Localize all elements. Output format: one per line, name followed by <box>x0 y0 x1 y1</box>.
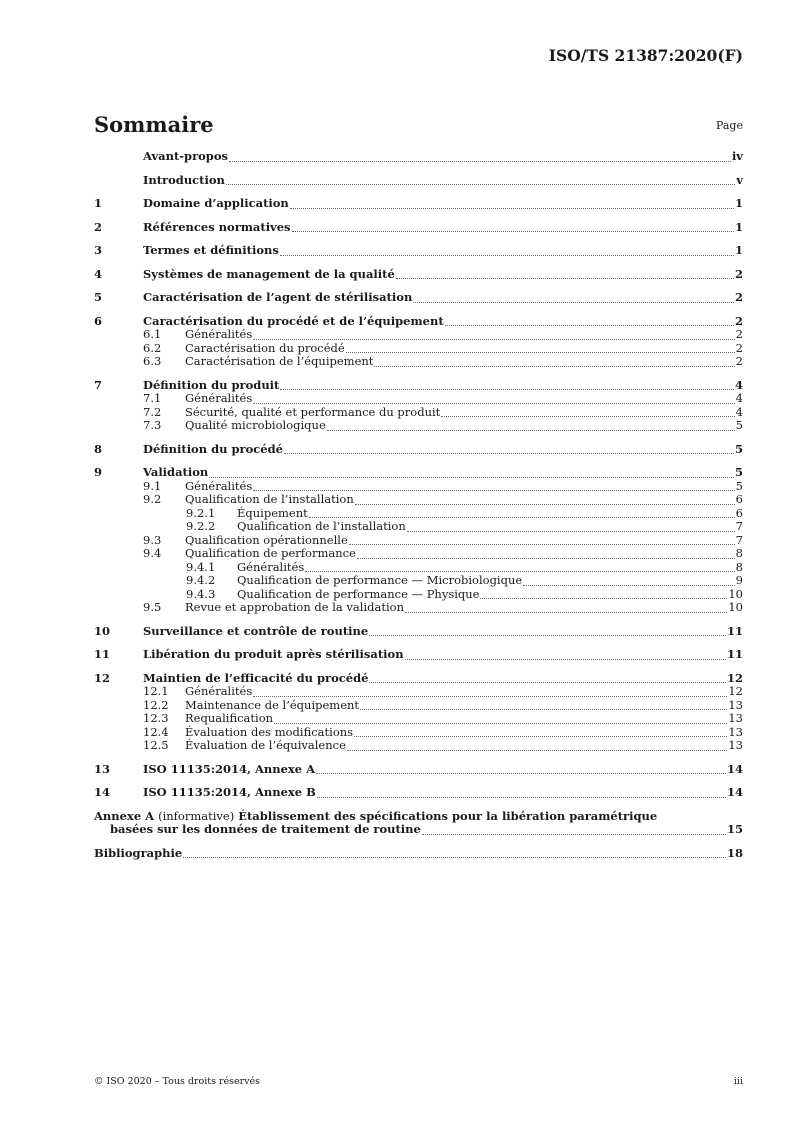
toc-entry[interactable] <box>94 625 743 639</box>
toc-entry-number: 12.2 <box>143 697 169 712</box>
toc-entry[interactable] <box>94 588 743 602</box>
toc-entry[interactable] <box>94 672 743 686</box>
toc-entry-title: Qualification opérationnelle <box>185 532 348 547</box>
toc-entry-title: Validation <box>143 465 209 479</box>
toc-entry-number: 12 <box>94 670 111 685</box>
toc-entry-page: 5 <box>735 418 743 432</box>
toc-entry-number: 9.4.3 <box>186 586 216 601</box>
toc-entry-title: Revue et approbation de la validation <box>185 600 404 614</box>
toc-entry-page: 5 <box>734 465 743 479</box>
annex-label: Annexe A <box>94 808 155 823</box>
toc-entry-page: 2 <box>734 313 743 328</box>
toc-entry-page: 6 <box>735 505 743 520</box>
toc-dot-leader <box>405 659 726 660</box>
toc-entry-page: iv <box>731 149 743 163</box>
toc-entry-page: 14 <box>726 761 743 776</box>
toc-entry[interactable] <box>94 342 743 356</box>
toc-entry-page: 5 <box>735 478 743 493</box>
toc-entry-number: 10 <box>94 623 111 638</box>
toc-entry-page: 1 <box>734 196 743 210</box>
toc-entry[interactable] <box>94 406 743 420</box>
annex-page: 15 <box>726 822 743 836</box>
toc-entry-number: 6.1 <box>143 327 162 341</box>
toc-entry-number: 4 <box>94 266 103 281</box>
toc-entry-number: 11 <box>94 647 111 661</box>
toc-entry-page: 11 <box>726 647 743 661</box>
toc-dot-leader <box>523 585 734 586</box>
toc-dot-leader <box>309 517 735 518</box>
toc-entry-title: Introduction <box>143 172 225 187</box>
toc-dot-leader <box>347 750 727 751</box>
toc-dot-leader <box>253 403 734 404</box>
annex-title-line-1 <box>94 810 743 824</box>
toc-entry-title: Caractérisation du procédé et de l’équipement <box>143 313 444 328</box>
toc-dot-leader <box>405 612 727 613</box>
toc-entry-title: Qualification de performance <box>185 546 356 560</box>
toc-dot-leader <box>355 504 735 505</box>
toc-entry-number: 9.2.2 <box>186 519 216 533</box>
page-column-label: Page <box>715 119 743 132</box>
toc-entry[interactable] <box>94 244 743 258</box>
toc-entry-title: Requalification <box>185 711 274 725</box>
toc-entry-title: Généralités <box>185 684 253 698</box>
toc-dot-leader <box>280 389 734 390</box>
toc-bibliography-entry[interactable] <box>94 847 743 861</box>
toc-entry-page: 2 <box>734 290 743 304</box>
toc-dot-leader <box>445 325 734 326</box>
footer-copyright: © ISO 2020 – Tous droits réservés <box>94 1076 261 1087</box>
toc-entry-page: 2 <box>734 266 743 281</box>
toc-entry[interactable] <box>94 419 743 433</box>
toc-entry-page: v <box>736 172 743 187</box>
toc-entry-number: 7.1 <box>143 391 162 405</box>
toc-entry-title: Systèmes de management de la qualité <box>143 266 395 281</box>
toc-entry-page: 4 <box>734 377 743 392</box>
toc-dot-leader <box>274 723 727 724</box>
toc-entry[interactable] <box>94 392 743 406</box>
document-id: ISO/TS 21387:2020(F) <box>548 46 743 65</box>
toc-entry-page: 7 <box>735 519 743 533</box>
toc-entry-number: 9.5 <box>143 600 162 614</box>
toc-entry[interactable] <box>94 480 743 494</box>
toc-entry-number: 12.4 <box>143 724 169 739</box>
toc-entry-page: 13 <box>728 711 743 725</box>
toc-entry[interactable] <box>94 507 743 521</box>
toc-dot-leader <box>316 773 726 774</box>
bibliography-page: 18 <box>726 845 743 860</box>
toc-entry[interactable] <box>94 268 743 282</box>
toc-dot-leader <box>253 696 727 697</box>
toc-entry-title: Caractérisation du procédé <box>185 340 345 355</box>
toc-entry-title: ISO 11135:2014, Annexe B <box>143 785 316 799</box>
toc-entry-number: 7.2 <box>143 404 162 419</box>
toc-entry-page: 7 <box>735 532 743 547</box>
toc-entry[interactable] <box>94 174 743 188</box>
toc-entry-page: 10 <box>728 586 743 601</box>
toc-dot-leader <box>253 339 734 340</box>
toc-entry-number: 6 <box>94 313 103 328</box>
toc-entry-title: Libération du produit après stérilisation <box>143 647 404 661</box>
toc-entry[interactable] <box>94 379 743 393</box>
toc-entry-title: ISO 11135:2014, Annexe A <box>143 761 316 776</box>
toc-dot-leader <box>226 184 735 185</box>
toc-entry-title: Généralités <box>185 391 253 405</box>
toc-entry-page: 1 <box>734 243 743 257</box>
toc-entry-page: 4 <box>735 404 743 419</box>
toc-entry-title: Qualité microbiologique <box>185 418 326 432</box>
toc-entry-number: 9.4.1 <box>186 559 216 574</box>
toc-entry[interactable] <box>94 291 743 305</box>
toc-entry[interactable] <box>94 574 743 588</box>
toc-dot-leader <box>284 453 734 454</box>
toc-entry-number: 7 <box>94 377 103 392</box>
toc-dot-leader <box>374 366 734 367</box>
toc-dot-leader <box>349 544 735 545</box>
toc-entry-number: 13 <box>94 761 111 776</box>
toc-entry-number: 9.3 <box>143 532 162 547</box>
toc-entry-page: 13 <box>728 697 743 712</box>
toc-entry-page: 8 <box>735 559 743 574</box>
toc-entry-number: 6.2 <box>143 340 162 355</box>
toc-entry[interactable] <box>94 328 743 342</box>
toc-entry[interactable] <box>94 197 743 211</box>
toc-dot-leader <box>209 477 734 478</box>
toc-entry-page: 5 <box>734 441 743 456</box>
toc-dot-leader <box>413 302 734 303</box>
toc-entry-page: 11 <box>726 623 743 638</box>
toc-entry-page: 2 <box>735 354 743 368</box>
toc-entry-number: 9 <box>94 465 103 479</box>
toc-entry-page: 9 <box>735 573 743 587</box>
toc-entry-title: Maintenance de l’équipement <box>185 697 360 712</box>
toc-dot-leader <box>422 834 726 835</box>
toc-entry-title: Qualification de l’installation <box>185 492 354 506</box>
page-title: Sommaire <box>94 112 214 137</box>
toc-entry-number: 9.2.1 <box>186 505 216 520</box>
toc-entry[interactable] <box>94 493 743 507</box>
toc-entry[interactable] <box>94 150 743 164</box>
toc-entry-title: Qualification de performance — Physique <box>237 586 480 601</box>
toc-entry-page: 4 <box>735 391 743 405</box>
toc-entry-title: Définition du produit <box>143 377 280 392</box>
toc-entry-number: 9.1 <box>143 478 162 493</box>
toc-entry-title: Maintien de l’efficacité du procédé <box>143 670 369 685</box>
toc-entry-number: 12.3 <box>143 711 169 725</box>
bibliography-title: Bibliographie <box>94 845 183 860</box>
table-of-contents <box>94 150 743 860</box>
toc-dot-leader <box>290 208 734 209</box>
toc-entry-number: 7.3 <box>143 418 162 432</box>
toc-dot-leader <box>346 352 735 353</box>
toc-dot-leader <box>396 278 734 279</box>
toc-entry-page: 13 <box>728 724 743 739</box>
toc-entry-page: 8 <box>735 546 743 560</box>
toc-entry-title: Qualification de l’installation <box>237 519 406 533</box>
toc-entry-title: Équipement <box>237 505 308 520</box>
annex-kind: (informative) <box>158 808 235 823</box>
toc-entry[interactable] <box>94 763 743 777</box>
toc-entry-page: 1 <box>734 219 743 234</box>
toc-entry-title: Évaluation des modifications <box>185 724 354 739</box>
toc-entry[interactable] <box>94 561 743 575</box>
toc-dot-leader <box>354 736 727 737</box>
toc-entry-number: 9.2 <box>143 492 162 506</box>
toc-entry[interactable] <box>94 534 743 548</box>
annex-title-part-2: basées sur les données de traitement de routine <box>110 822 421 836</box>
toc-dot-leader <box>407 531 735 532</box>
toc-entry-title: Domaine d’application <box>143 196 289 210</box>
toc-entry-number: 12.1 <box>143 684 169 698</box>
toc-entry[interactable] <box>94 726 743 740</box>
toc-entry[interactable] <box>94 739 743 753</box>
toc-entry[interactable] <box>94 648 743 662</box>
toc-dot-leader <box>292 231 734 232</box>
toc-dot-leader <box>229 161 731 162</box>
annex-title-part-1: Établissement des spécifications pour la libération paramétrique <box>238 808 658 823</box>
toc-entry-title: Caractérisation de l’agent de stérilisation <box>143 290 413 304</box>
toc-entry-title: Sécurité, qualité et performance du produit <box>185 404 441 419</box>
toc-dot-leader <box>183 857 726 858</box>
toc-entry-title: Généralités <box>237 559 305 574</box>
toc-entry-number: 9.4.2 <box>186 573 216 587</box>
toc-entry[interactable] <box>94 355 743 369</box>
toc-dot-leader <box>253 490 734 491</box>
toc-entry[interactable] <box>94 443 743 457</box>
toc-entry-title: Généralités <box>185 327 253 341</box>
toc-dot-leader <box>317 797 726 798</box>
toc-entry-page: 13 <box>728 738 743 752</box>
toc-entry-number: 3 <box>94 243 103 257</box>
toc-annex-entry[interactable] <box>94 810 743 837</box>
toc-entry-number: 8 <box>94 441 103 456</box>
toc-dot-leader <box>369 635 726 636</box>
toc-entry-page: 6 <box>735 492 743 506</box>
toc-dot-leader <box>305 571 734 572</box>
toc-dot-leader <box>441 416 734 417</box>
toc-entry[interactable] <box>94 547 743 561</box>
toc-entry-number: 14 <box>94 785 111 799</box>
toc-entry[interactable] <box>94 520 743 534</box>
toc-dot-leader <box>369 682 726 683</box>
toc-entry[interactable] <box>94 699 743 713</box>
toc-entry-number: 5 <box>94 290 103 304</box>
toc-entry-page: 12 <box>728 684 743 698</box>
toc-entry[interactable] <box>94 315 743 329</box>
annex-title-line-2 <box>94 823 743 837</box>
toc-entry[interactable] <box>94 221 743 235</box>
toc-entry-number: 6.3 <box>143 354 162 368</box>
toc-entry-title: Caractérisation de l’équipement <box>185 354 374 368</box>
toc-entry-page: 10 <box>728 600 743 614</box>
toc-entry-page: 2 <box>735 327 743 341</box>
toc-dot-leader <box>360 709 727 710</box>
toc-entry-title: Généralités <box>185 478 253 493</box>
toc-entry-title: Qualification de performance — Microbiologique <box>237 573 523 587</box>
toc-entry[interactable] <box>94 712 743 726</box>
toc-entry-title: Avant-propos <box>143 149 228 163</box>
toc-entry[interactable] <box>94 685 743 699</box>
toc-entry-page: 14 <box>726 785 743 799</box>
toc-entry-title: Définition du procédé <box>143 441 283 456</box>
toc-entry-number: 1 <box>94 196 103 210</box>
toc-entry-number: 9.4 <box>143 546 162 560</box>
toc-entry-title: Termes et définitions <box>143 243 279 257</box>
toc-entry-number: 2 <box>94 219 103 234</box>
toc-entry-page: 12 <box>726 670 743 685</box>
toc-dot-leader <box>327 430 735 431</box>
toc-entry-title: Surveillance et contrôle de routine <box>143 623 369 638</box>
footer-page-number: iii <box>733 1076 743 1087</box>
toc-entry-number: 12.5 <box>143 738 169 752</box>
toc-entry-title: Références normatives <box>143 219 291 234</box>
toc-dot-leader <box>357 558 735 559</box>
toc-entry-page: 2 <box>735 340 743 355</box>
toc-dot-leader <box>480 598 727 599</box>
toc-entry[interactable] <box>94 786 743 800</box>
toc-entry-title: Évaluation de l’équivalence <box>185 738 346 752</box>
toc-dot-leader <box>280 255 734 256</box>
toc-entry[interactable] <box>94 601 743 615</box>
toc-entry[interactable] <box>94 466 743 480</box>
